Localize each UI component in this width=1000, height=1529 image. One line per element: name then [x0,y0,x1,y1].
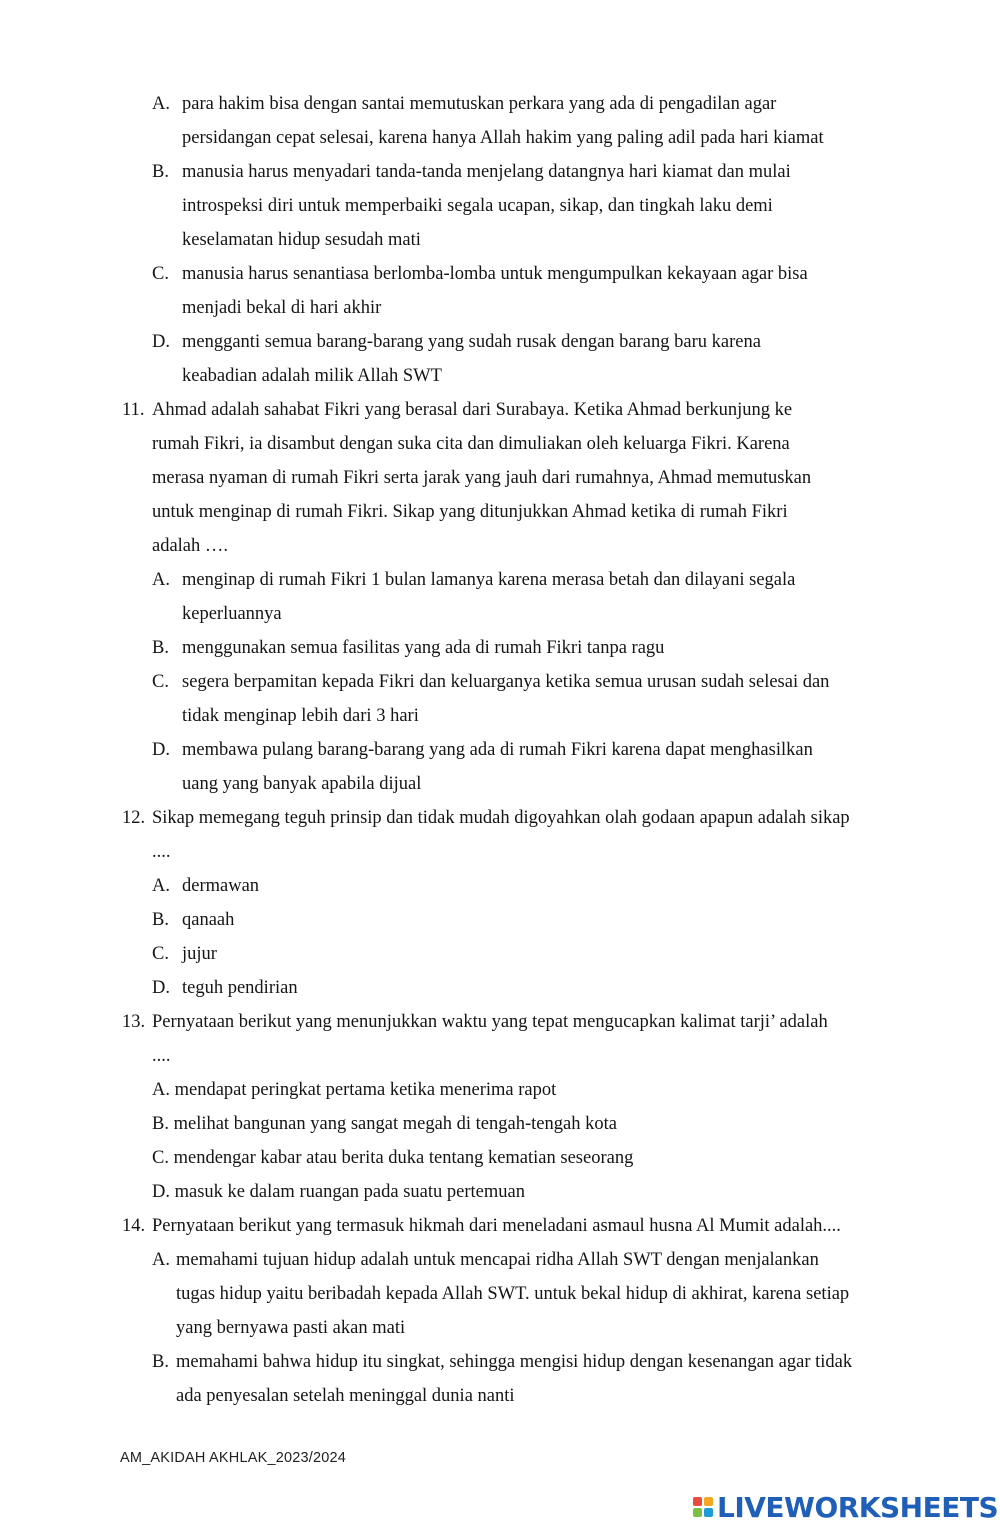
option-text: manusia harus menyadari tanda-tanda menjelang datangnya hari kiamat dan mulai [182,162,791,182]
q10-option-a-cont: persidangan cepat selesai, karena hanya Allah hakim yang paling adil pada hari kiamat [182,128,824,148]
option-label: B. [152,638,169,658]
q14-option-a[interactable] [152,1243,819,1277]
question-number: 11. [122,400,145,420]
question-number: 12. [122,808,146,828]
option-text: menggunakan semua fasilitas yang ada di rumah Fikri tanpa ragu [182,638,665,658]
option-label: A. [152,94,170,114]
option-text: manusia harus senantiasa berlomba-lomba untuk mengumpulkan kekayaan agar bisa [182,264,808,284]
q10-option-c[interactable] [152,257,808,291]
option-text: memahami bahwa hidup itu singkat, sehingga mengisi hidup dengan kesenangan agar tidak [176,1352,853,1372]
option-text: jujur [182,944,217,964]
question-text: Pernyataan berikut yang termasuk hikmah dari meneladani asmaul husna Al Mumit adalah.... [152,1216,841,1236]
option-label: D. [152,978,170,998]
option-label: D. [152,740,170,760]
question-number: 13. [122,1012,146,1032]
q11-option-a-cont: keperluannya [182,604,282,624]
option-label: C. [152,944,169,964]
option-text: dermawan [182,876,260,896]
question-text: Pernyataan berikut yang menunjukkan waktu yang tepat mengucapkan kalimat tarji’ adalah [152,1012,828,1032]
option-label: A. [152,570,170,590]
option-label: B. [152,162,169,182]
q13-option-d[interactable]: D. masuk ke dalam ruangan pada suatu pertemuan [152,1182,525,1202]
option-text: memahami tujuan hidup adalah untuk mencapai ridha Allah SWT dengan menjalankan [176,1250,819,1270]
option-text: menginap di rumah Fikri 1 bulan lamanya karena merasa betah dan dilayani segala [182,570,796,590]
option-label: D. [152,332,170,352]
q14-stem [122,1209,841,1243]
q11-option-c-cont: tidak menginap lebih dari 3 hari [182,706,419,726]
logo-square-3 [693,1508,702,1517]
page-footer: AM_AKIDAH AKHLAK_2023/2024 [120,1450,347,1466]
q14-option-b[interactable] [152,1345,852,1379]
option-label: B. [152,1352,169,1372]
q11-option-c[interactable] [152,665,829,699]
q11-stem-cont4: adalah …. [152,536,229,556]
q14-option-a-cont: tugas hidup yaitu beribadah kepada Allah SWT. untuk bekal hidup di akhirat, karena setiap [176,1284,850,1304]
option-text: membawa pulang barang-barang yang ada di rumah Fikri karena dapat menghasilkan [182,740,813,760]
q13-stem-cont: .... [152,1046,171,1066]
liveworksheets-logo-icon [693,1497,713,1517]
q10-option-c-cont: menjadi bekal di hari akhir [182,298,382,318]
q11-option-b[interactable] [152,631,664,665]
q12-option-c[interactable] [152,937,217,971]
q12-option-a[interactable] [152,869,259,903]
option-label: B. [152,910,169,930]
q11-stem-cont3: untuk menginap di rumah Fikri. Sikap yang ditunjukkan Ahmad ketika di rumah Fikri [152,502,788,522]
q11-option-d-cont: uang yang banyak apabila dijual [182,774,422,794]
q10-option-b-cont: introspeksi diri untuk memperbaiki segala ucapan, sikap, dan tingkah laku demi [182,196,773,216]
logo-square-1 [693,1497,702,1506]
q11-stem-cont2: merasa nyaman di rumah Fikri serta jarak yang jauh dari rumahnya, Ahmad memutuskan [152,468,812,488]
q10-option-a[interactable] [152,87,776,121]
option-label: C. [152,264,169,284]
q13-option-a[interactable]: A. mendapat peringkat pertama ketika menerima rapot [152,1080,557,1100]
q14-option-a-cont2: yang bernyawa pasti akan mati [176,1318,406,1338]
option-label: A. [152,1250,170,1270]
q13-option-c[interactable]: C. mendengar kabar atau berita duka tentang kematian seseorang [152,1148,634,1168]
q12-option-b[interactable] [152,903,234,937]
option-label: A. [152,876,170,896]
option-text: mengganti semua barang-barang yang sudah rusak dengan barang baru karena [182,332,761,352]
q10-option-d[interactable] [152,325,761,359]
q10-option-b[interactable] [152,155,791,189]
logo-square-2 [704,1497,713,1506]
question-text: Ahmad adalah sahabat Fikri yang berasal dari Surabaya. Ketika Ahmad berkunjung ke [152,400,793,420]
liveworksheets-logo[interactable] [693,1490,998,1524]
q11-stem [122,393,792,427]
q11-option-a[interactable] [152,563,795,597]
logo-square-4 [704,1508,713,1517]
q11-stem-cont: rumah Fikri, ia disambut dengan suka cita dan dimuliakan oleh keluarga Fikri. Karena [152,434,790,454]
logo-text: LIVEWORKSHEETS [717,1490,999,1524]
option-text: segera berpamitan kepada Fikri dan keluarganya ketika semua urusan sudah selesai dan [182,672,830,692]
option-text: qanaah [182,910,235,930]
question-number: 14. [122,1216,146,1236]
q12-option-d[interactable] [152,971,298,1005]
q10-option-d-cont: keabadian adalah milik Allah SWT [182,366,442,386]
q11-option-d[interactable] [152,733,813,767]
q13-stem [122,1005,828,1039]
q13-option-b[interactable]: B. melihat bangunan yang sangat megah di tengah-tengah kota [152,1114,617,1134]
option-text: teguh pendirian [182,978,298,998]
q12-stem [122,801,850,835]
q14-option-b-cont: ada penyesalan setelah meninggal dunia nanti [176,1386,515,1406]
q12-stem-cont: .... [152,842,171,862]
question-text: Sikap memegang teguh prinsip dan tidak mudah digoyahkan olah godaan apapun adalah sikap [152,808,850,828]
option-text: para hakim bisa dengan santai memutuskan perkara yang ada di pengadilan agar [182,94,777,114]
q10-option-b-cont2: keselamatan hidup sesudah mati [182,230,421,250]
option-label: C. [152,672,169,692]
